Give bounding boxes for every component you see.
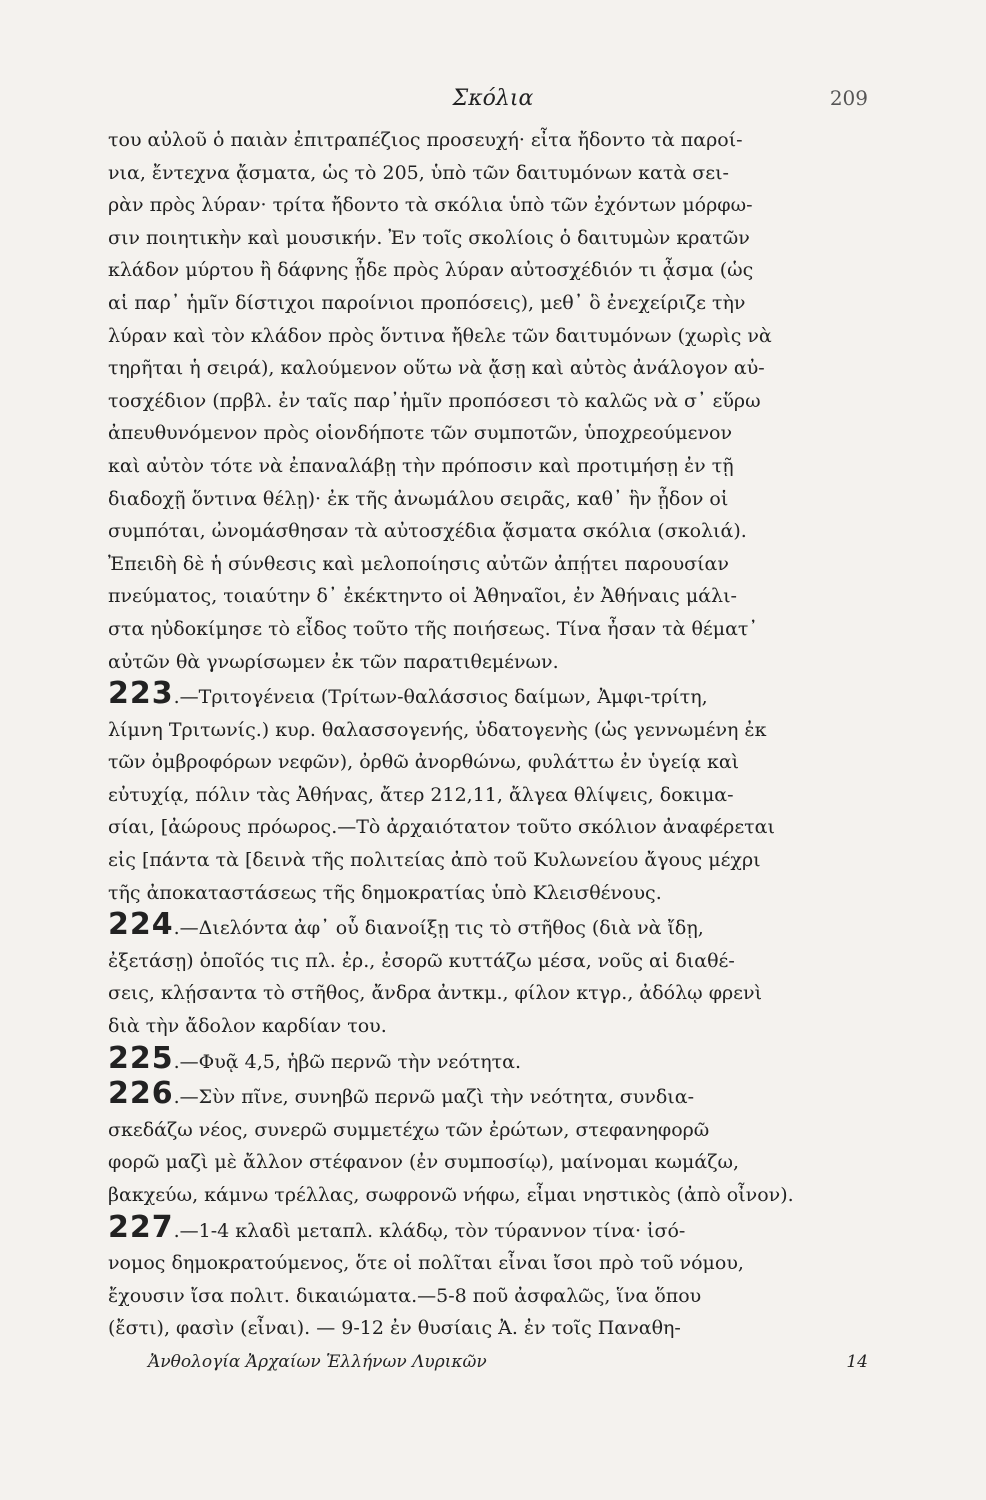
text-line: λίμνη Τριτωνίς.) κυρ. θαλασσογενής, ὑδατογενὴς (ὡς γεννωμένη ἐκ bbox=[108, 718, 767, 741]
text-line: διαδοχῇ ὅντινα θέλῃ)· ἐκ τῆς ἀνωμάλου σειρᾶς, καθ᾿ ἣν ᾖδον οἱ bbox=[108, 487, 729, 510]
text-line: ἀπευθυνόμενον πρὸς οἱονδήποτε τῶν συμποτῶν, ὑποχρεούμενον bbox=[108, 422, 733, 445]
text-line: τῶν ὀμβροφόρων νεφῶν), ὀρθῶ ἀνορθώνω, φυλάττω ἐν ὑγείᾳ καὶ bbox=[108, 751, 740, 774]
text-line: στα ηὐδοκίμησε τὸ εἶδος τοῦτο τῆς ποιήσεως. Τίνα ἦσαν τὰ θέματ᾿ bbox=[108, 617, 758, 640]
text-line: σκεδάζω νέος, συνερῶ συμμετέχω τῶν ἐρώτων, στεφανηφορῶ bbox=[108, 1118, 710, 1141]
text-line: ρὰν πρὸς λύραν· τρίτα ἤδοντο τὰ σκόλια ὑπὸ τῶν ἐχόντων μόρφω- bbox=[108, 194, 753, 217]
text-line: εὐτυχίᾳ, πόλιν τὰς Ἀθήνας, ἄτερ 212,11, ἄλγεα θλίψεις, δοκιμα- bbox=[108, 783, 734, 806]
section-number: 226 bbox=[108, 1078, 174, 1112]
text-line: κλάδον μύρτου ἢ δάφνης ᾖδε πρὸς λύραν αὐτοσχέδιόν τι ᾆσμα (ὡς bbox=[108, 259, 754, 282]
text-line: ἐξετάσῃ) ὁποῖός τις πλ. ἐρ., ἐσορῶ κυττάζω μέσα, νοῦς αἱ διαθέ- bbox=[108, 949, 735, 972]
section-number: 225 bbox=[108, 1042, 174, 1076]
footer-signature-number: 14 bbox=[846, 1352, 868, 1372]
text-line: του αὐλοῦ ὁ παιὰν ἐπιτραπέζιος προσευχή· εἶτα ἤδοντο τὰ παροί- bbox=[108, 129, 743, 151]
text-line: Ἐπειδὴ δὲ ἡ σύνθεσις καὶ μελοποίησις αὐτῶν ἀπῄτει παρουσίαν bbox=[108, 552, 729, 575]
text-line: αἱ παρ᾿ ἡμῖν δίστιχοι παροίνιοι προπόσεις), μεθ᾿ ὃ ἐνεχείριζε τὴν bbox=[108, 291, 746, 314]
text-line: σιν ποιητικὴν καὶ μουσικήν. Ἐν τοῖς σκολίοις ὁ δαιτυμὼν κρατῶν bbox=[108, 226, 750, 249]
section-number: 223 bbox=[108, 678, 174, 712]
note-225-line: 225.—Φυᾷ 4,5, ἡβῶ περνῶ τὴν νεότητα. bbox=[108, 1042, 522, 1076]
text-line: τοσχέδιον (πρβλ. ἐν ταῖς παρ᾿ἡμῖν προπόσεσι τὸ καλῶς νὰ σ᾿ εὕρω bbox=[108, 389, 761, 412]
text-line: βακχεύω, κάμνω τρέλλας, σωφρονῶ νήφω, εἶμαι νηστικὸς (ἀπὸ οἶνον). bbox=[108, 1184, 794, 1206]
text-line: τηρῆται ἡ σειρά), καλούμενον οὕτω νὰ ᾄσῃ καὶ αὐτὸς ἀνάλογον αὐ- bbox=[108, 357, 765, 380]
text-line: νια, ἔντεχνα ᾄσματα, ὡς τὸ 205, ὑπὸ τῶν δαιτυμόνων κατὰ σει- bbox=[108, 161, 729, 184]
text-line: τῆς ἀποκαταστάσεως τῆς δημοκρατίας ὑπὸ Κλεισθένους. bbox=[108, 881, 662, 904]
body-text bbox=[108, 124, 868, 1345]
page-number: 209 bbox=[829, 86, 868, 110]
footer-book-title: Ἀνθολογία Ἀρχαίων Ἑλλήνων Λυρικῶν bbox=[148, 1352, 487, 1372]
text-line: σεις, κλῄσαντα τὸ στῆθος, ἄνδρα ἀντκμ., φίλον κτγρ., ἀδόλῳ φρενὶ bbox=[108, 982, 763, 1005]
text-line: εἰς [πάντα τὰ [δεινὰ τῆς πολιτείας ἀπὸ τοῦ Κυλωνείου ἄγους μέχρι bbox=[108, 849, 761, 872]
text-line: συμπόται, ὠνομάσθησαν τὰ αὐτοσχέδια ᾄσματα σκόλια (σκολιά). bbox=[108, 520, 747, 543]
text-line: λύραν καὶ τὸν κλάδον πρὸς ὅντινα ἤθελε τῶν δαιτυμόνων (χωρὶς νὰ bbox=[108, 324, 772, 347]
note-227-line: 227.—1-4 κλαδὶ μεταπλ. κλάδῳ, τὸν τύραννον τίνα· ἰσό- bbox=[108, 1211, 686, 1245]
text-line: σίαι, [ἀώρους πρόωρος.—Τὸ ἀρχαιότατον τοῦτο σκόλιον ἀναφέρεται bbox=[108, 816, 775, 839]
running-head-title: Σκόλια bbox=[452, 86, 534, 111]
text-line: (ἔστι), φασὶν (εἶναι). — 9-12 ἐν θυσίαις Ἀ. ἐν τοῖς Παναθη- bbox=[108, 1317, 681, 1340]
section-number: 224 bbox=[108, 909, 174, 943]
text-line: νομος δημοκρατούμενος, ὅτε οἱ πολῖται εἶναι ἴσοι πρὸ τοῦ νόμου, bbox=[108, 1252, 744, 1275]
text-line: πνεύματος, τοιαύτην δ᾿ ἐκέκτηντο οἱ Ἀθηναῖοι, ἐν Ἀθήναις μάλι- bbox=[108, 585, 737, 608]
text-line: καὶ αὐτὸν τότε νὰ ἐπαναλάβῃ τὴν πρόποσιν καὶ προτιμήσῃ ἐν τῇ bbox=[108, 454, 734, 477]
section-number: 227 bbox=[108, 1211, 174, 1245]
text-line: φορῶ μαζὶ μὲ ἄλλον στέφανον (ἐν συμποσίῳ), μαίνομαι κωμάζω, bbox=[108, 1151, 740, 1174]
text-line: ἔχουσιν ἴσα πολιτ. δικαιώματα.—5-8 ποῦ ἀσφαλῶς, ἵνα ὅπου bbox=[108, 1284, 702, 1307]
note-224-line: 224.—Διελόντα ἀφ᾿ οὗ διανοίξῃ τις τὸ στῆθος (διὰ νὰ ἴδῃ, bbox=[108, 909, 704, 943]
text-line: αὐτῶν θὰ γνωρίσωμεν ἐκ τῶν παρατιθεμένων. bbox=[108, 650, 559, 673]
note-226-line: 226.—Σὺν πῖνε, συνηβῶ περνῶ μαζὶ τὴν νεότητα, συνδια- bbox=[108, 1078, 695, 1112]
text-line: διὰ τὴν ἄδολον καρδίαν του. bbox=[108, 1015, 387, 1038]
note-223-line: 223.—Τριτογένεια (Τρίτων-θαλάσσιος δαίμων, Ἀμφι-τρίτη, bbox=[108, 678, 708, 712]
